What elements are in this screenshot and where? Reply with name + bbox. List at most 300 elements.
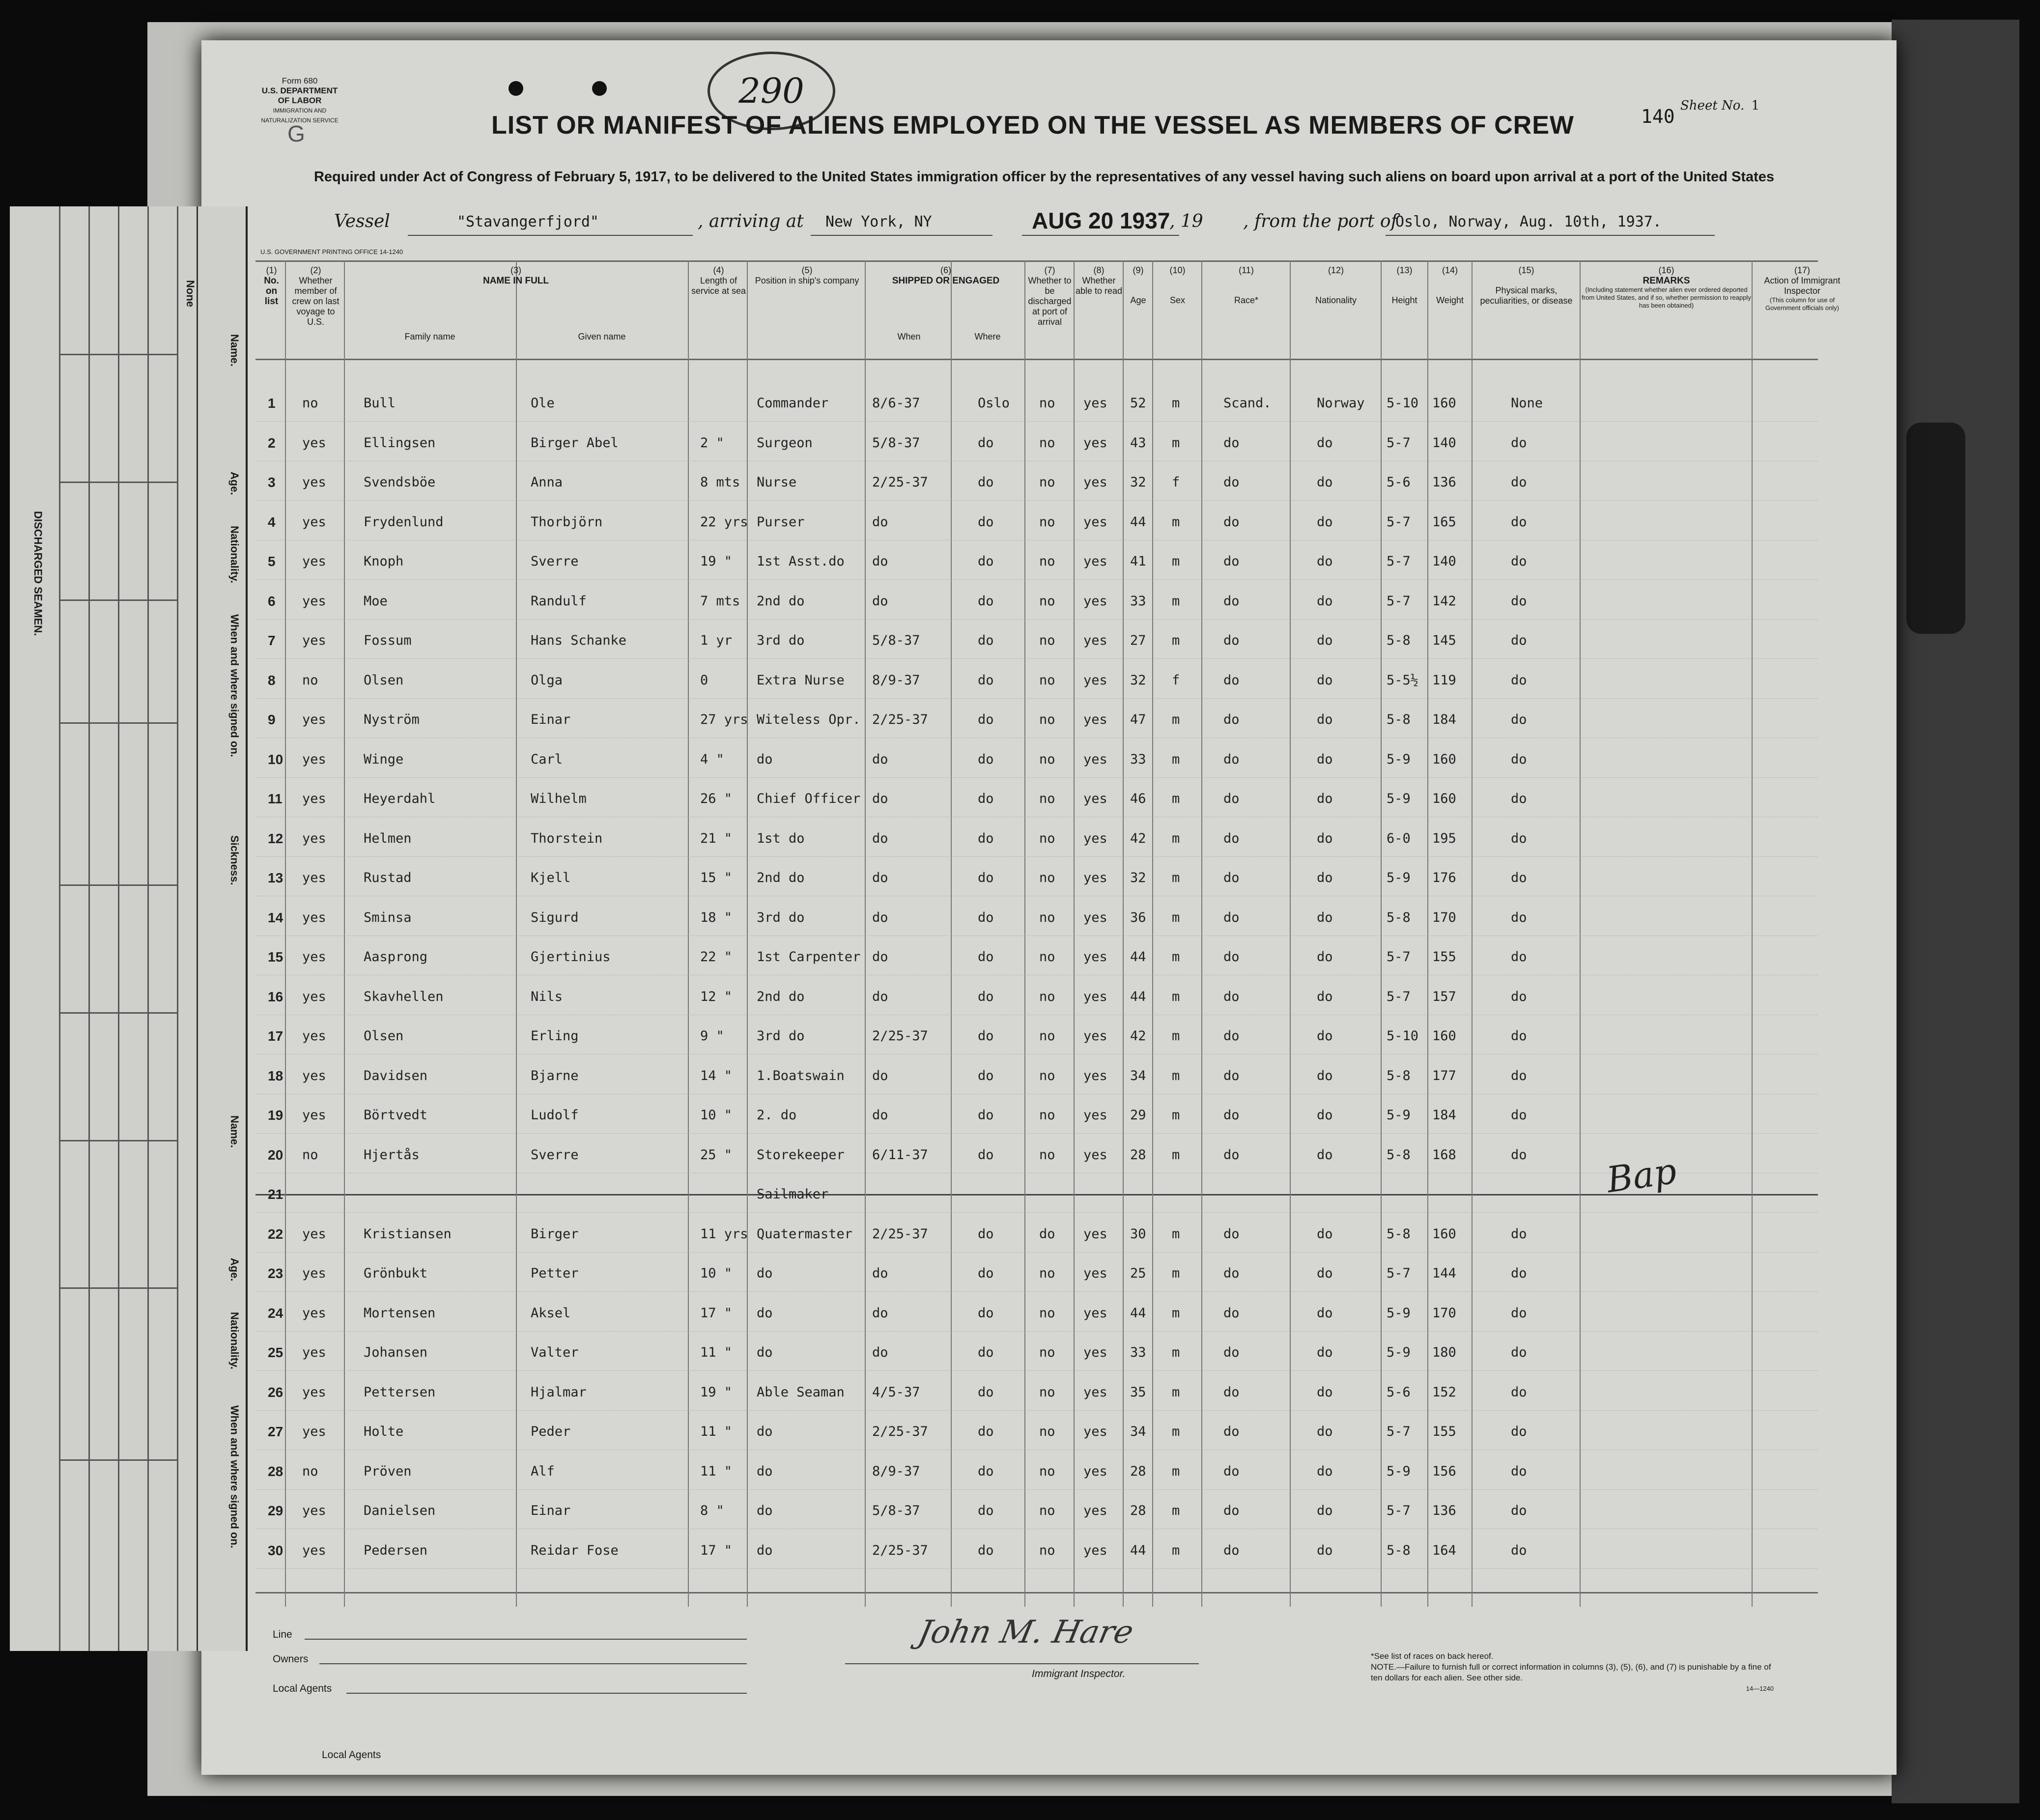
- cell-no: 8: [268, 672, 276, 688]
- cell-sex: m: [1172, 1226, 1180, 1242]
- cell-height: 5-8: [1387, 712, 1411, 727]
- cell-read: yes: [1083, 1424, 1107, 1439]
- cell-position: 3rd do: [757, 910, 805, 925]
- cell-marks: do: [1511, 989, 1527, 1004]
- cell-where: do: [978, 1266, 994, 1281]
- stub-line: [59, 1012, 177, 1014]
- header-num: (5): [801, 265, 813, 275]
- cell-marks: do: [1511, 791, 1527, 806]
- cell-weight: 184: [1432, 712, 1456, 727]
- cell-given: Hjalmar: [531, 1384, 587, 1400]
- cell-height: 5-8: [1387, 1147, 1411, 1163]
- agents-underline: [346, 1693, 747, 1694]
- cell-when: 2/25-37: [872, 712, 928, 727]
- cell-age: 41: [1130, 554, 1146, 569]
- cell-where: do: [978, 475, 994, 490]
- cell-sex: m: [1172, 751, 1180, 767]
- cell-no: 26: [268, 1384, 283, 1400]
- cell-given: Einar: [531, 712, 571, 727]
- cell-prev: yes: [302, 870, 326, 885]
- cell-weight: 157: [1432, 989, 1456, 1004]
- cell-nat: do: [1317, 870, 1333, 885]
- cell-where: do: [978, 830, 994, 846]
- cell-prev: yes: [302, 475, 326, 490]
- cell-service: 27 yrs: [700, 712, 748, 727]
- cell-race: do: [1223, 1305, 1240, 1321]
- header-label: Sex: [1169, 295, 1186, 305]
- cell-marks: do: [1511, 1028, 1527, 1044]
- cell-height: 5-9: [1387, 1463, 1411, 1479]
- cell-race: do: [1223, 633, 1240, 648]
- cell-prev: yes: [302, 1345, 326, 1360]
- cell-when: do: [872, 554, 888, 569]
- cell-sex: m: [1172, 435, 1180, 451]
- cell-when: do: [872, 1345, 888, 1360]
- cell-height: 5-8: [1387, 1226, 1411, 1242]
- cell-position: do: [757, 1305, 773, 1321]
- cell-prev: yes: [302, 1108, 326, 1123]
- cell-when: 2/25-37: [872, 1226, 928, 1242]
- cell-where: do: [978, 1068, 994, 1083]
- cell-family: Davidsen: [364, 1068, 428, 1083]
- header-family: Family name: [404, 332, 455, 341]
- cell-no: 13: [268, 870, 283, 885]
- cell-marks: do: [1511, 1147, 1527, 1163]
- cell-race: do: [1223, 791, 1240, 806]
- cell-position: 1st do: [757, 830, 805, 846]
- cell-marks: do: [1511, 712, 1527, 727]
- cell-service: 19 ": [700, 1384, 733, 1400]
- cell-family: Holte: [364, 1424, 404, 1439]
- cell-family: Sminsa: [364, 910, 412, 925]
- cell-given: Bjarne: [531, 1068, 579, 1083]
- cell-given: Sigurd: [531, 910, 579, 925]
- cell-given: Birger: [531, 1226, 579, 1242]
- cell-sex: m: [1172, 554, 1180, 569]
- cell-read: yes: [1083, 435, 1107, 451]
- cell-where: do: [978, 593, 994, 609]
- cell-given: Hans Schanke: [531, 633, 627, 648]
- cell-service: 2 ": [700, 435, 724, 451]
- cell-no: 23: [268, 1266, 283, 1281]
- cell-service: 11 ": [700, 1463, 733, 1479]
- sheet-value: 1: [1751, 98, 1760, 113]
- cell-family: Olsen: [364, 672, 404, 688]
- cell-where: do: [978, 1345, 994, 1360]
- printing-office: U.S. GOVERNMENT PRINTING OFFICE 14-1240: [260, 248, 403, 256]
- cell-weight: 165: [1432, 514, 1456, 530]
- cell-service: 4 ": [700, 751, 724, 767]
- cell-disch: no: [1039, 1542, 1055, 1558]
- cell-service: 10 ": [700, 1108, 733, 1123]
- cell-service: 15 ": [700, 870, 733, 885]
- header-num: (7): [1044, 265, 1055, 275]
- cell-nat: do: [1317, 989, 1333, 1004]
- stub-label: Age.: [228, 472, 241, 495]
- cell-family: Helmen: [364, 830, 412, 846]
- cell-where: do: [978, 751, 994, 767]
- cell-age: 35: [1130, 1384, 1146, 1400]
- cell-family: Grönbukt: [364, 1266, 428, 1281]
- cell-where: do: [978, 554, 994, 569]
- cell-where: do: [978, 791, 994, 806]
- cell-read: yes: [1083, 633, 1107, 648]
- cell-weight: 168: [1432, 1147, 1456, 1163]
- header-num: (4): [713, 265, 724, 275]
- header-when: When: [897, 332, 921, 341]
- cell-nat: do: [1317, 435, 1333, 451]
- header-num: (8): [1093, 265, 1105, 275]
- cell-disch: no: [1039, 633, 1055, 648]
- cell-read: yes: [1083, 672, 1107, 688]
- inspector-signature: John M. Hare: [915, 1614, 1137, 1650]
- cell-prev: no: [302, 396, 318, 411]
- cell-where: do: [978, 1147, 994, 1163]
- cell-prev: yes: [302, 830, 326, 846]
- cell-disch: no: [1039, 435, 1055, 451]
- cell-nat: do: [1317, 949, 1333, 965]
- cell-age: 36: [1130, 910, 1146, 925]
- cell-marks: do: [1511, 1503, 1527, 1518]
- row-rule: [255, 777, 1818, 778]
- cell-age: 44: [1130, 1542, 1146, 1558]
- cell-given: Erling: [531, 1028, 579, 1044]
- cell-age: 47: [1130, 712, 1146, 727]
- header-label: No. on list: [264, 276, 279, 307]
- cell-service: 1 yr: [700, 633, 733, 648]
- cell-race: do: [1223, 1028, 1240, 1044]
- cell-service: 25 ": [700, 1147, 733, 1163]
- cell-sex: m: [1172, 1147, 1180, 1163]
- cell-where: do: [978, 1028, 994, 1044]
- cell-family: Börtvedt: [364, 1108, 428, 1123]
- cell-age: 25: [1130, 1266, 1146, 1281]
- cell-marks: do: [1511, 1226, 1527, 1242]
- stub-label: When and where signed on.: [228, 614, 241, 757]
- cell-prev: yes: [302, 751, 326, 767]
- cell-disch: no: [1039, 1384, 1055, 1400]
- cell-given: Birger Abel: [531, 435, 619, 451]
- cell-no: 21: [268, 1187, 283, 1202]
- cell-no: 5: [268, 554, 276, 569]
- cell-when: do: [872, 514, 888, 530]
- header-where: Where: [974, 332, 1001, 341]
- cell-sex: m: [1172, 1305, 1180, 1321]
- header-note: (This column for use of Government officials only): [1765, 296, 1840, 312]
- cell-where: do: [978, 1305, 994, 1321]
- cell-nat: do: [1317, 1463, 1333, 1479]
- cell-family: Knoph: [364, 554, 404, 569]
- cell-height: 5-7: [1387, 514, 1411, 530]
- stub-line: [59, 884, 177, 886]
- signature-underline: [845, 1663, 1199, 1664]
- cell-weight: 155: [1432, 1424, 1456, 1439]
- cell-race: do: [1223, 712, 1240, 727]
- cell-age: 46: [1130, 791, 1146, 806]
- cell-marks: do: [1511, 1266, 1527, 1281]
- cell-position: Chief Officer: [757, 791, 861, 806]
- cell-family: Frydenlund: [364, 514, 444, 530]
- cell-height: 5-7: [1387, 1266, 1411, 1281]
- cell-position: Surgeon: [757, 435, 813, 451]
- cell-weight: 152: [1432, 1384, 1456, 1400]
- line-label: Line: [273, 1629, 292, 1640]
- cell-sex: m: [1172, 633, 1180, 648]
- cell-race: do: [1223, 949, 1240, 965]
- cell-weight: 184: [1432, 1108, 1456, 1123]
- cell-prev: no: [302, 672, 318, 688]
- cell-marks: do: [1511, 475, 1527, 490]
- cell-position: do: [757, 1463, 773, 1479]
- cell-when: do: [872, 830, 888, 846]
- owners-label: Owners: [273, 1653, 309, 1665]
- cell-when: 8/6-37: [872, 396, 920, 411]
- page-title: LIST OR MANIFEST OF ALIENS EMPLOYED ON THE VESSEL AS MEMBERS OF CREW: [491, 111, 1574, 140]
- cell-age: 28: [1130, 1463, 1146, 1479]
- cell-marks: do: [1511, 1542, 1527, 1558]
- stub-label: Nationality.: [228, 1312, 241, 1369]
- cell-sex: m: [1172, 1503, 1180, 1518]
- header-label: Weight: [1436, 295, 1464, 305]
- cell-nat: do: [1317, 514, 1333, 530]
- cell-age: 28: [1130, 1147, 1146, 1163]
- cell-position: Sailmaker: [757, 1187, 829, 1202]
- cell-marks: do: [1511, 1384, 1527, 1400]
- cell-height: 5-7: [1387, 949, 1411, 965]
- cell-no: 15: [268, 949, 283, 965]
- page-subtitle: Required under Act of Congress of February 5, 1917, to be delivered to the United States immigration officer by the representatives of any vessel having such aliens on board upon arrival at a port of the United States: [313, 169, 1775, 185]
- cell-no: 29: [268, 1503, 283, 1518]
- cell-sex: m: [1172, 1542, 1180, 1558]
- stub-line: [59, 599, 177, 601]
- cell-when: do: [872, 989, 888, 1004]
- cell-position: do: [757, 1542, 773, 1558]
- cell-height: 5-10: [1387, 396, 1419, 411]
- cell-disch: no: [1039, 870, 1055, 885]
- cell-weight: 177: [1432, 1068, 1456, 1083]
- inspector-label: Immigrant Inspector.: [1032, 1668, 1126, 1679]
- cell-height: 5-9: [1387, 751, 1411, 767]
- cell-disch: no: [1039, 791, 1055, 806]
- header-num: (13): [1396, 265, 1413, 275]
- cell-when: do: [872, 751, 888, 767]
- cell-sex: m: [1172, 593, 1180, 609]
- cell-race: do: [1223, 1384, 1240, 1400]
- header-num: (6): [940, 265, 951, 275]
- cell-read: yes: [1083, 1384, 1107, 1400]
- cell-nat: do: [1317, 910, 1333, 925]
- cell-when: 8/9-37: [872, 1463, 920, 1479]
- cell-read: yes: [1083, 1108, 1107, 1123]
- cell-read: yes: [1083, 751, 1107, 767]
- race-note: *See list of races on back hereof.: [1371, 1651, 1494, 1661]
- cell-position: 2nd do: [757, 870, 805, 885]
- header-num: (11): [1239, 265, 1254, 275]
- header-label: Height: [1391, 295, 1417, 305]
- cell-service: 9 ": [700, 1028, 724, 1044]
- cell-race: do: [1223, 1542, 1240, 1558]
- cell-height: 5-10: [1387, 1028, 1419, 1044]
- cell-given: Reidar Fose: [531, 1542, 619, 1558]
- row-rule: [255, 500, 1818, 501]
- cell-sex: m: [1172, 1345, 1180, 1360]
- row-rule: [255, 1212, 1818, 1213]
- header-num: (16): [1658, 265, 1674, 275]
- cell-where: do: [978, 672, 994, 688]
- cell-when: 5/8-37: [872, 1503, 920, 1518]
- header-label: Age: [1130, 295, 1146, 305]
- cell-disch: no: [1039, 910, 1055, 925]
- arriving-port: New York, NY: [825, 213, 932, 230]
- stub-line: [197, 206, 198, 1651]
- cell-position: 2. do: [757, 1108, 797, 1123]
- cell-read: yes: [1083, 593, 1107, 609]
- cell-marks: do: [1511, 1424, 1527, 1439]
- cell-no: 24: [268, 1305, 283, 1321]
- cell-family: Bull: [364, 396, 396, 411]
- cell-weight: 176: [1432, 870, 1456, 885]
- cell-prev: yes: [302, 989, 326, 1004]
- cell-service: 11 ": [700, 1424, 733, 1439]
- cell-prev: yes: [302, 791, 326, 806]
- cell-no: 16: [268, 989, 283, 1004]
- header-num: (2): [310, 265, 321, 275]
- from-label: , from the port of: [1243, 211, 1397, 231]
- stub-line: [177, 206, 178, 1651]
- cell-marks: do: [1511, 1463, 1527, 1479]
- cell-no: 17: [268, 1028, 283, 1044]
- cell-marks: do: [1511, 435, 1527, 451]
- cell-race: do: [1223, 1345, 1240, 1360]
- cell-disch: no: [1039, 1305, 1055, 1321]
- cell-height: 5-8: [1387, 910, 1411, 925]
- cell-family: Skavhellen: [364, 989, 444, 1004]
- cell-weight: 119: [1432, 672, 1456, 688]
- cell-position: Witeless Opr.: [757, 712, 861, 727]
- cell-marks: do: [1511, 1068, 1527, 1083]
- cell-when: do: [872, 1068, 888, 1083]
- cell-nat: do: [1317, 751, 1333, 767]
- cell-no: 1: [268, 396, 276, 411]
- header-label: SHIPPED OR ENGAGED: [892, 276, 1000, 286]
- cell-height: 5-9: [1387, 1108, 1411, 1123]
- cell-read: yes: [1083, 949, 1107, 965]
- cell-age: 30: [1130, 1226, 1146, 1242]
- cell-weight: 170: [1432, 1305, 1456, 1321]
- department: U.S. DEPARTMENT OF LABOR: [261, 86, 338, 105]
- cell-nat: do: [1317, 1266, 1333, 1281]
- cell-given: Petter: [531, 1266, 579, 1281]
- row-rule: [255, 1133, 1818, 1134]
- cell-read: yes: [1083, 791, 1107, 806]
- stub-line: [59, 1459, 177, 1461]
- cell-age: 33: [1130, 593, 1146, 609]
- cell-service: 10 ": [700, 1266, 733, 1281]
- cell-sex: m: [1172, 1028, 1180, 1044]
- stub-heading: DISCHARGED SEAMEN.: [32, 511, 44, 636]
- cell-weight: 160: [1432, 791, 1456, 806]
- cell-marks: do: [1511, 554, 1527, 569]
- cell-read: yes: [1083, 1266, 1107, 1281]
- cell-given: Carl: [531, 751, 563, 767]
- cell-service: 14 ": [700, 1068, 733, 1083]
- fine-note: NOTE.—Failure to furnish full or correct information in columns (3), (5), (6), and (7) is punishable by a fine of ten dollars for each alien. See other side.: [1371, 1662, 1771, 1682]
- cell-position: 3rd do: [757, 1028, 805, 1044]
- cell-service: 0: [700, 672, 708, 688]
- cell-position: 1st Asst.do: [757, 554, 845, 569]
- stub-line: [59, 1140, 177, 1141]
- cell-age: 52: [1130, 396, 1146, 411]
- cell-position: Storekeeper: [757, 1147, 845, 1163]
- cell-disch: no: [1039, 554, 1055, 569]
- cell-nat: do: [1317, 1226, 1333, 1242]
- cell-read: yes: [1083, 475, 1107, 490]
- cell-service: 8 ": [700, 1503, 724, 1518]
- cell-given: Einar: [531, 1503, 571, 1518]
- cell-given: Wilhelm: [531, 791, 587, 806]
- cell-weight: 140: [1432, 554, 1456, 569]
- cell-position: 2nd do: [757, 593, 805, 609]
- remarks-handwriting: Bap: [1604, 1150, 1679, 1201]
- cell-age: 28: [1130, 1503, 1146, 1518]
- cell-nat: do: [1317, 593, 1333, 609]
- cell-age: 42: [1130, 1028, 1146, 1044]
- cell-weight: 160: [1432, 1028, 1456, 1044]
- cell-sex: m: [1172, 1424, 1180, 1439]
- cell-height: 5-9: [1387, 1305, 1411, 1321]
- header-label: Whether member of crew on last voyage to U.S.: [292, 276, 340, 327]
- header-note: (Including statement whether alien ever ordered deported from United States, and if so, whether permission to reapply has been obtained): [1582, 286, 1751, 309]
- header-label: Action of Immigrant Inspector: [1764, 276, 1841, 296]
- cell-position: Quatermaster: [757, 1226, 853, 1242]
- cell-nat: do: [1317, 791, 1333, 806]
- cell-weight: 155: [1432, 949, 1456, 965]
- cell-read: yes: [1083, 1542, 1107, 1558]
- cell-where: do: [978, 712, 994, 727]
- row-rule: [255, 1331, 1818, 1332]
- header-num: (17): [1794, 265, 1810, 275]
- cell-when: do: [872, 949, 888, 965]
- cell-read: yes: [1083, 910, 1107, 925]
- cell-disch: do: [1039, 1226, 1055, 1242]
- cell-race: do: [1223, 593, 1240, 609]
- cell-height: 5-5½: [1387, 672, 1419, 688]
- cell-read: yes: [1083, 830, 1107, 846]
- cell-where: Oslo: [978, 396, 1010, 411]
- cell-disch: no: [1039, 672, 1055, 688]
- cell-sex: m: [1172, 791, 1180, 806]
- cell-read: yes: [1083, 989, 1107, 1004]
- cell-disch: no: [1039, 712, 1055, 727]
- cell-sex: m: [1172, 830, 1180, 846]
- cell-position: do: [757, 1503, 773, 1518]
- cell-where: do: [978, 435, 994, 451]
- cell-marks: do: [1511, 830, 1527, 846]
- cell-position: 2nd do: [757, 989, 805, 1004]
- stub-label: Age.: [228, 1258, 241, 1281]
- cell-where: do: [978, 1503, 994, 1518]
- cell-position: 1st Carpenter: [757, 949, 861, 965]
- row-rule: [255, 856, 1818, 857]
- from-port: Oslo, Norway, Aug. 10th, 1937.: [1395, 213, 1662, 230]
- cell-position: Purser: [757, 514, 805, 530]
- cell-nat: do: [1317, 1384, 1333, 1400]
- cell-age: 42: [1130, 830, 1146, 846]
- cell-height: 5-7: [1387, 435, 1411, 451]
- stub-label: Nationality.: [228, 526, 241, 583]
- cell-prev: yes: [302, 910, 326, 925]
- cell-height: 5-8: [1387, 1542, 1411, 1558]
